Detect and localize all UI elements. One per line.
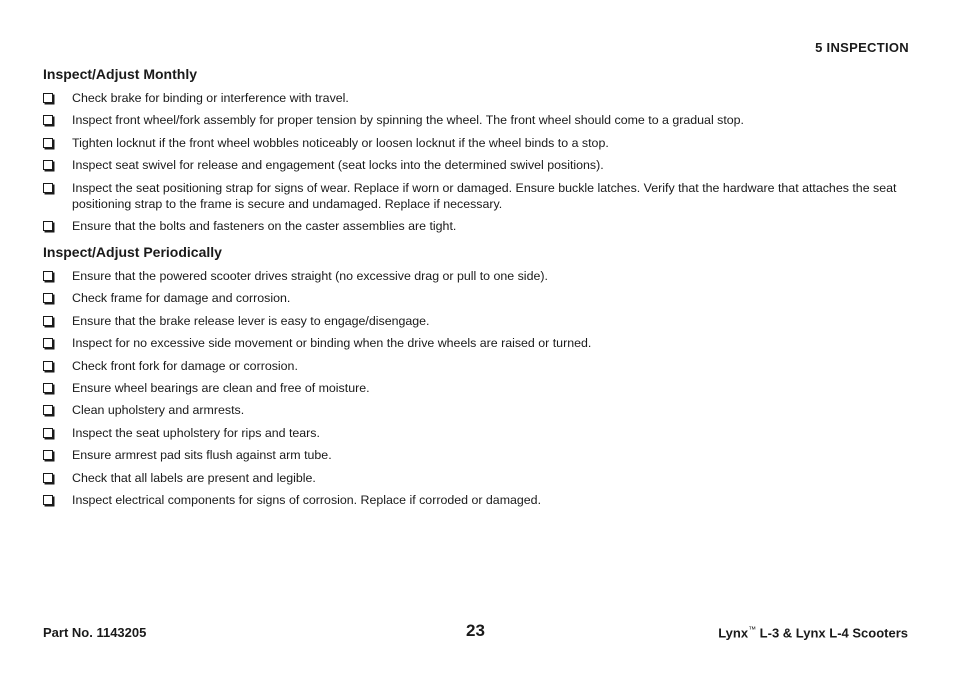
monthly-section <box>43 66 913 240</box>
checkbox-icon <box>43 316 53 326</box>
monthly-title: Inspect/Adjust Monthly <box>43 66 197 82</box>
checklist-item <box>43 90 913 106</box>
checkbox-icon <box>43 138 53 148</box>
checklist-item-text: Check frame for damage and corrosion. <box>72 291 291 306</box>
checklist-item <box>43 335 913 351</box>
checkbox-icon <box>43 293 53 303</box>
checkbox-icon <box>43 473 53 483</box>
checkbox-icon <box>43 428 53 438</box>
checklist-item <box>43 157 913 173</box>
product-prefix: Lynx <box>718 625 749 641</box>
periodic-section <box>43 244 913 514</box>
monthly-checklist <box>43 90 913 234</box>
page-number: 23 <box>466 621 485 640</box>
checklist-item <box>43 290 913 306</box>
checklist-item-text: Inspect electrical components for signs of corrosion. Replace if corroded or damaged. <box>72 492 542 507</box>
checkbox-icon <box>43 450 53 460</box>
checklist-item <box>43 492 913 508</box>
checklist-item <box>43 380 913 396</box>
checkbox-icon <box>43 115 53 125</box>
section-header: 5 INSPECTION <box>815 40 909 55</box>
checkbox-icon <box>43 221 53 231</box>
periodic-title: Inspect/Adjust Periodically <box>43 244 222 260</box>
checklist-item-text: Ensure wheel bearings are clean and free of moisture. <box>72 380 370 395</box>
checklist-item-text: Clean upholstery and armrests. <box>72 403 245 418</box>
trademark-symbol: ™ <box>748 625 757 634</box>
part-number: Part No. 1143205 <box>43 625 147 640</box>
product-suffix: L-3 & Lynx L-4 Scooters <box>756 625 908 641</box>
checklist-item-text: Inspect front wheel/fork assembly for proper tension by spinning the wheel. The front wheel should come to a gradual stop. <box>72 113 744 128</box>
checklist-item-text: Inspect the seat upholstery for rips and tears. <box>72 425 320 440</box>
checkbox-icon <box>43 338 53 348</box>
checkbox-icon <box>43 383 53 393</box>
checkbox-icon <box>43 271 53 281</box>
product-name <box>718 625 908 640</box>
checklist-item <box>43 470 913 486</box>
checklist-item-text: Ensure armrest pad sits flush against arm tube. <box>72 448 332 463</box>
checklist-item <box>43 313 913 329</box>
checklist-item-text: Ensure that the bolts and fasteners on the caster assemblies are tight. <box>72 218 457 233</box>
checkbox-icon <box>43 183 53 193</box>
page-footer <box>43 623 908 643</box>
checklist-item-text: Inspect seat swivel for release and engagement (seat locks into the determined swivel positions). <box>72 158 604 173</box>
checklist-item <box>43 268 913 284</box>
checklist-item <box>43 218 913 234</box>
checklist-item <box>43 135 913 151</box>
checklist-item-text: Ensure that the brake release lever is easy to engage/disengage. <box>72 313 430 328</box>
checklist-item-text: Tighten locknut if the front wheel wobbles noticeably or loosen locknut if the wheel binds to a stop. <box>72 135 609 150</box>
checkbox-icon <box>43 93 53 103</box>
checklist-item <box>43 447 913 463</box>
checklist-item-text: Inspect the seat positioning strap for signs of wear. Replace if worn or damaged. Ensure buckle latches. Verify that the hardware that attaches the seat positioning strap to the frame is secure and undamaged. Replace if necessary. <box>72 180 897 211</box>
checkbox-icon <box>43 160 53 170</box>
checklist-item-text: Inspect for no excessive side movement or binding when the drive wheels are raised or turned. <box>72 336 592 351</box>
checklist-item-text: Check brake for binding or interference with travel. <box>72 91 349 105</box>
checklist-item <box>43 180 913 212</box>
checklist-item <box>43 425 913 441</box>
checklist-item-text: Ensure that the powered scooter drives straight (no excessive drag or pull to one side). <box>72 269 548 283</box>
checklist-item-text: Check front fork for damage or corrosion. <box>72 358 298 373</box>
checkbox-icon <box>43 405 53 415</box>
checklist-item-text: Check that all labels are present and legible. <box>72 470 316 485</box>
checklist-item <box>43 402 913 418</box>
checkbox-icon <box>43 495 53 505</box>
periodic-checklist <box>43 268 913 508</box>
checkbox-icon <box>43 361 53 371</box>
checklist-item <box>43 358 913 374</box>
checklist-item <box>43 112 913 128</box>
